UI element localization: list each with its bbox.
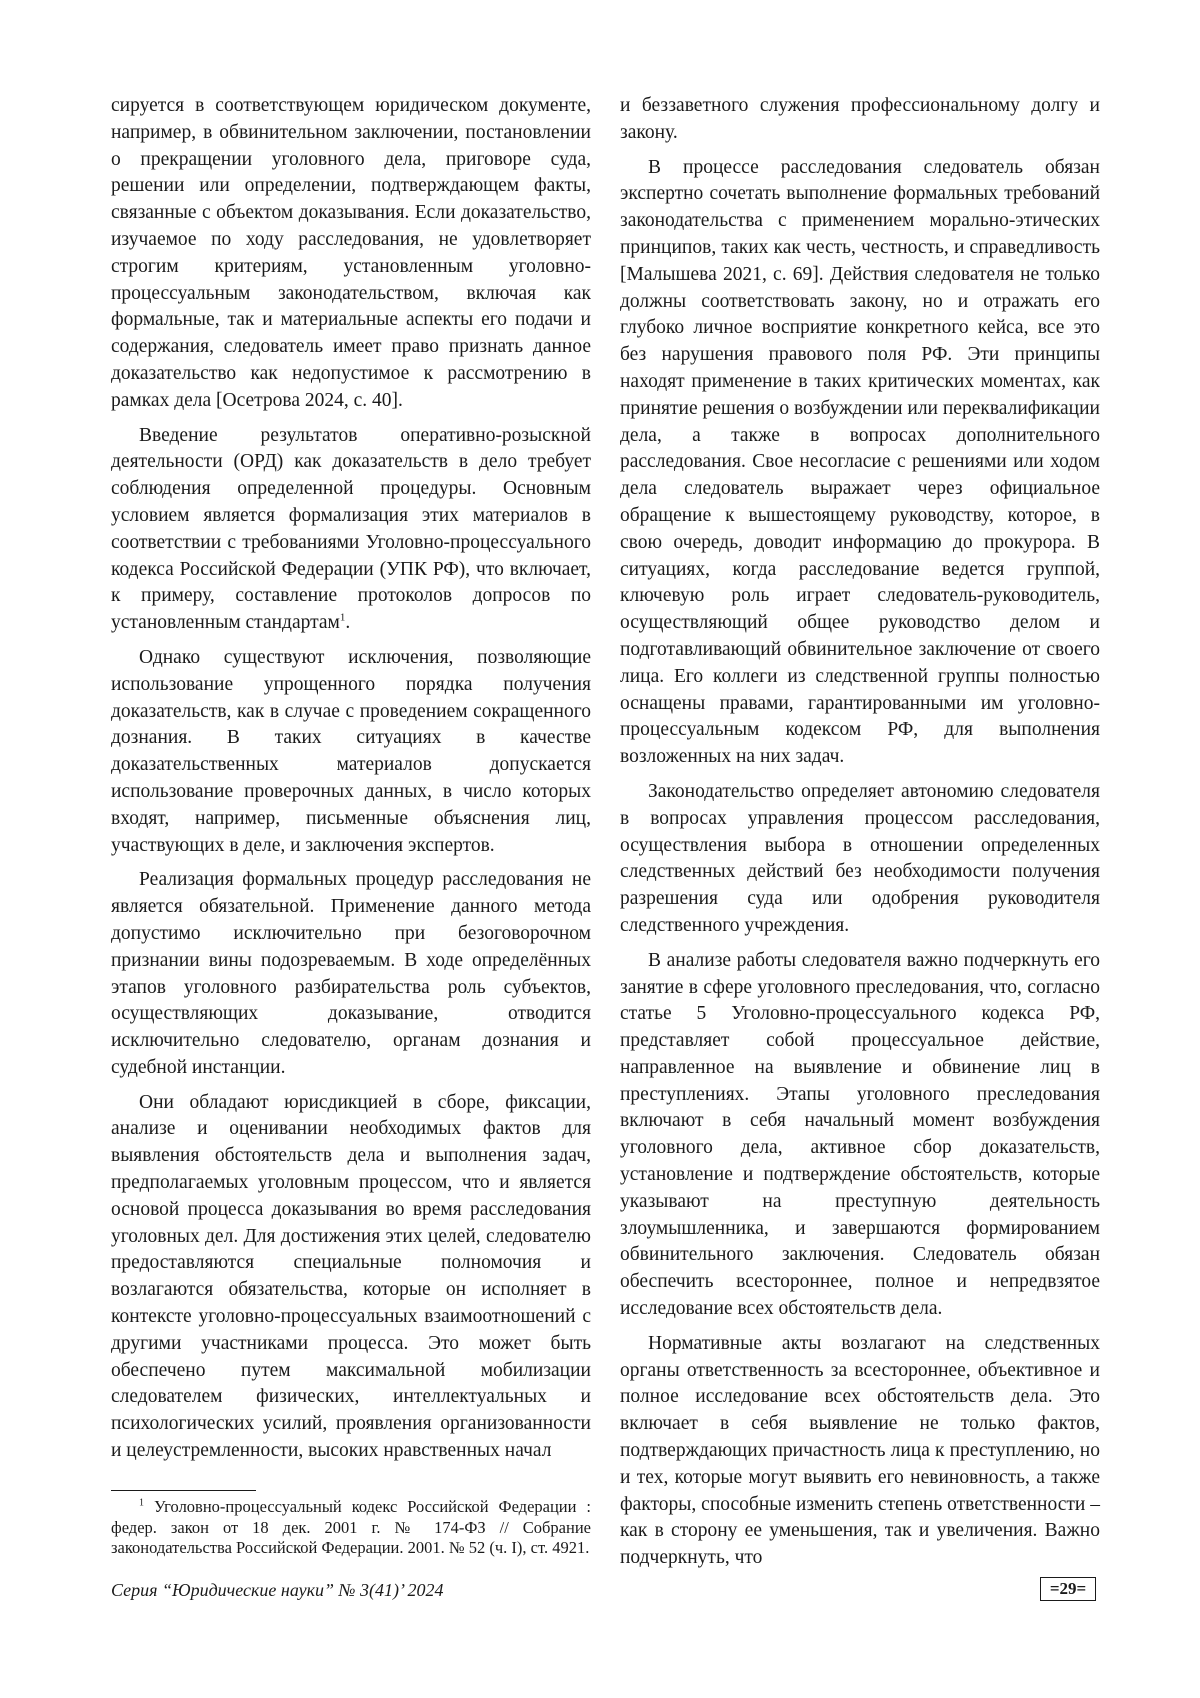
paragraph xyxy=(111,423,591,637)
footnote-divider xyxy=(111,1490,256,1491)
journal-series-footer: Серия “Юридические науки” № 3(41)’ 2024 xyxy=(111,1580,444,1600)
paragraph: Реализация формальных процедур расследования не является обязательной. Применение данного метода допустимо исключительно при безоговорочном признании вины подозреваемым. В ходе определённых этапов уголовного разбирательства роль субъектов, осуществляющих доказывание, отводится исключительно следователю, органам дознания и судебной инстанции. xyxy=(111,869,591,1078)
right-text-column xyxy=(620,93,1100,1580)
paragraph: Однако существуют исключения, позволяющие использование упрощенного порядка получения доказательств, как в случае с проведением сокращенного дознания. В таких ситуациях в качестве доказательственных материалов допускается использование проверочных данных, в число которых входят, например, письменные объяснения лиц, участвующих в деле, и заключения экспертов. xyxy=(111,646,591,856)
left-text-column xyxy=(111,93,591,1473)
paragraph: Законодательство определяет автономию следователя в вопросах управления процессом расследования, осуществления выбора в отношении определенных следственных действий без необходимости получения разрешения суда или одобрения руководителя следственного учреждения. xyxy=(620,780,1100,936)
page-number: =29= xyxy=(1040,1577,1096,1601)
paragraph: сируется в соответствующем юридическом документе, например, в обвинительном заключении, постановлении о прекращении уголовного дела, приговоре суда, решении или определении, подтверждающем факты, связанные с объектом доказывания. Если доказательство, изучаемое по ходу расследования, не удовлетворяет строгим критериям, установленным уголовно-процессуальным законодательством, включая как формальные, так и материальные аспекты его подачи и содержания, следователь имеет право признать данное доказательство как недопустимое к рассмотрению в рамках дела [Осетрова 2024, с. 40]. xyxy=(111,95,591,411)
paragraph: Они обладают юрисдикцией в сборе, фиксации, анализе и оценивании необходимых фактов для выявления обстоятельств дела и выполнения задач, предполагаемых уголовным процессом, что и является основой процесса доказывания во время расследования уголовных дел. Для достижения этих целей, следователю предоставляются специальные полномочия и возлагаются обязательства, которые он исполняет в контексте уголовно-процессуальных взаимоотношений с другими участниками процесса. Это может быть обеспечено путем максимальной мобилизации следователем физических, интеллектуальных и психологических усилий, проявления организованности и целеустремленности, высоких нравственных начал xyxy=(111,1091,591,1462)
paragraph: В анализе работы следователя важно подчеркнуть его занятие в сфере уголовного преследования, что, согласно статье 5 Уголовно-процессуального кодекса РФ, представляет собой процессуальное действие, направленное на выявление и обвинение лиц в преступлениях. Этапы уголовного преследования включают в себя начальный момент возбуждения уголовного дела, активное сбор доказательств, установление и подтверждение обстоятельств, которые указывают на преступную деятельность злоумышленника, и завершаются формированием обвинительного заключения. Следователь обязан обеспечить всестороннее, полное и непредвзятое исследование всех обстоятельств дела. xyxy=(620,949,1100,1320)
paragraph-text: Введение результатов оперативно-розыскной деятельности (ОРД) как доказательств в дело требует соблюдения определенной процедуры. Основным условием является формализация этих материалов в соответствии с требованиями Уголовно-процессуального кодекса Российской Федерации (УПК РФ), что включает, к примеру, составление протоколов допросов по установленным стандартам xyxy=(111,424,591,634)
paragraph: и беззаветного служения профессиональному долгу и закону. xyxy=(620,95,1100,143)
paragraph-end: . xyxy=(345,612,351,634)
footnote-text: Уголовно-процессуальный кодекс Российской Федерации : федер. закон от 18 дек. 2001 г. № 174-ФЗ // Собрание законодательства Российской Федерации. 2001. № 52 (ч. I), ст. 4921. xyxy=(111,1497,591,1557)
footnote-ref[interactable]: 1 xyxy=(339,611,346,624)
paragraph: В процессе расследования следователь обязан экспертно сочетать выполнение формальных требований законодательства с применением морально-этических принципов, таких как честь, честность, и справедливость [Малышева 2021, с. 69]. Действия следователя не только должны соответствовать закону, но и отражать его глубоко личное восприятие конкретного кейса, все это без нарушения правового поля РФ. Эти принципы находят применение в таких критических моментах, как принятие решения о возбуждении или переквалификации дела, а также в вопросах дополнительного расследования. Свое несогласие с решениями или ходом дела следователь выражает через официальное обращение к вышестоящему руководству, которое, в свою очередь, доводит информацию до прокурора. В ситуациях, когда расследование ведется группой, ключевую роль играет следователь-руководитель, осуществляющий общее руководство делом и подготавливающий обвинительное заключение от своего лица. Его коллеги из следственной группы полностью оснащены правами, гарантированными им уголовно-процессуальным кодексом РФ, для выполнения возложенных на них задач. xyxy=(620,156,1100,768)
footnote xyxy=(111,1497,591,1559)
paragraph: Нормативные акты возлагают на следственных органы ответственность за всестороннее, объективное и полное исследование всех обстоятельств дела. Это включает в себя выявление не только фактов, подтверждающих причастность лица к преступлению, но и тех, которые могут выявить его невиновность, а также факторы, способные изменить степень ответственности – как в сторону ее уменьшения, так и увеличения. Важно подчеркнуть, что xyxy=(620,1332,1100,1569)
footnote-number: 1 xyxy=(139,1497,144,1509)
